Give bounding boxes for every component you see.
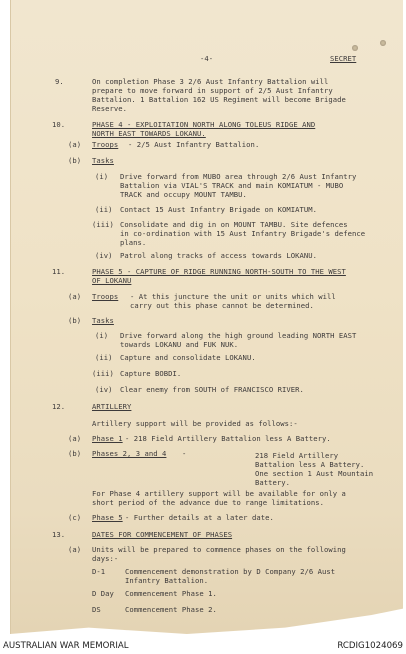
text-line-p11-b: (b) <box>68 316 82 325</box>
text-line-p11-troops-l2: carry out this phase cannot be determined. <box>130 301 314 310</box>
text-line-p10-ii-text: Contact 15 Aust Infantry Brigade on KOMIATUM. <box>120 205 317 214</box>
text-line-p11-ii-text: Capture and consolidate LOKANU. <box>120 353 256 362</box>
text-line-p12-h: ARTILLERY <box>92 402 132 411</box>
text-line-p12-note2: short period of the advance due to range limitations. <box>92 498 324 507</box>
text-line-p11-i-l2: towards LOKANU and FUK NUK. <box>120 340 239 349</box>
text-line-p10-num: 10. <box>52 120 66 129</box>
text-line-p11-i-l1: Drive forward along the high ground leading NORTH EAST <box>120 331 357 340</box>
page-number: -4- <box>200 54 214 63</box>
punch-hole <box>352 45 358 51</box>
classification-stamp: SECRET <box>330 54 357 63</box>
text-line-p13-dday-text: Commencement Phase 1. <box>125 589 217 598</box>
text-line-p10-a: (a) <box>68 140 82 149</box>
text-line-p9-num: 9. <box>55 77 64 86</box>
text-line-p13-a-l1: Units will be prepared to commence phases on the following <box>92 545 346 554</box>
text-line-p12-phase1-text: - 218 Field Artillery Battalion less A Battery. <box>125 434 331 443</box>
text-line-p10-ii: (ii) <box>95 205 113 214</box>
footer-id: RCDIG1024069 <box>337 641 403 651</box>
text-line-p13-a-l2: days:- <box>92 554 119 563</box>
text-line-p10-tasks: Tasks <box>92 156 114 165</box>
text-line-p10-iii: (iii) <box>92 220 114 229</box>
text-line-p10-iii-l1: Consolidate and dig in on MOUNT TAMBU. Site defences <box>120 220 348 229</box>
text-line-p9-l3: Battalion. 1 Battalion 162 US Regiment will become Brigade <box>92 95 346 104</box>
text-line-p13-ds: DS <box>92 605 101 614</box>
text-line-p12-phase5: Phase 5 <box>92 513 123 522</box>
text-line-p10-iv-text: Patrol along tracks of access towards LOKANU. <box>120 251 317 260</box>
text-line-p12-c: (c) <box>68 513 82 522</box>
text-line-p10-iii-l3: plans. <box>120 238 147 247</box>
text-line-p10-troops: Troops <box>92 140 119 149</box>
text-line-p13-d1: D-1 <box>92 567 106 576</box>
text-line-p12-dash: - <box>182 449 187 458</box>
text-line-p12-b-l1: 218 Field Artillery <box>255 451 339 460</box>
text-line-p13-ds-text: Commencement Phase 2. <box>125 605 217 614</box>
text-line-p13-d1-l1: Commencement demonstration by D Company 2/6 Aust <box>125 567 336 576</box>
footer-source: AUSTRALIAN WAR MEMORIAL <box>3 641 129 651</box>
text-line-p10-iv: (iv) <box>95 251 113 260</box>
text-line-p11-h1: PHASE 5 - CAPTURE OF RIDGE RUNNING NORTH-SOUTH TO THE WEST <box>92 267 346 276</box>
text-line-p11-iii-text: Capture BOBDI. <box>120 369 182 378</box>
text-line-p11-iii: (iii) <box>92 369 114 378</box>
text-line-p10-troops-text: - 2/5 Aust Infantry Battalion. <box>128 140 260 149</box>
text-line-p13-a: (a) <box>68 545 82 554</box>
text-line-p11-i: (i) <box>95 331 109 340</box>
text-line-p13-dday: D Day <box>92 589 114 598</box>
text-line-p10-h1: PHASE 4 - EXPLOITATION NORTH ALONG TOLEUS RIDGE AND <box>92 120 316 129</box>
text-line-p12-a: (a) <box>68 434 82 443</box>
text-line-p10-i-l2: Battalion via VIAL'S TRACK and main KOMIATUM - MUBO <box>120 181 344 190</box>
text-line-p13-d1-l2: Infantry Battalion. <box>125 576 209 585</box>
text-line-p11-ii: (ii) <box>95 353 113 362</box>
text-line-p11-iv-text: Clear enemy from SOUTH of FRANCISCO RIVER. <box>120 385 304 394</box>
text-line-p13-h: DATES FOR COMMENCEMENT OF PHASES <box>92 530 233 539</box>
text-line-p11-num: 11. <box>52 267 66 276</box>
text-line-p12-phase1: Phase 1 <box>92 434 123 443</box>
text-line-p11-iv: (iv) <box>95 385 113 394</box>
text-line-p12-b-l4: Battery. <box>255 478 291 487</box>
text-line-p11-troops: Troops <box>92 292 119 301</box>
text-line-p10-i-l1: Drive forward from MUBO area through 2/6 Aust Infantry <box>120 172 357 181</box>
text-line-p12-intro: Artillery support will be provided as follows:- <box>92 419 298 428</box>
text-line-p10-i-l3: TRACK and occupy MOUNT TAMBU. <box>120 190 247 199</box>
punch-hole <box>380 40 386 46</box>
text-line-p10-i: (i) <box>95 172 109 181</box>
text-line-p12-b-l2: Battalion less A Battery. <box>255 460 365 469</box>
text-line-p11-a: (a) <box>68 292 82 301</box>
text-line-p10-b: (b) <box>68 156 82 165</box>
text-line-p9-l4: Reserve. <box>92 104 128 113</box>
text-line-p12-phase5-text: - Further details at a later date. <box>125 513 274 522</box>
text-line-p11-h2: OF LOKANU <box>92 276 132 285</box>
text-line-p13-num: 13. <box>52 530 66 539</box>
text-line-p11-troops-l1: - At this juncture the unit or units which will <box>130 292 336 301</box>
text-line-p12-note1: For Phase 4 artillery support will be available for only a <box>92 489 346 498</box>
text-line-p9-l2: prepare to move forward in support of 2/5 Aust Infantry <box>92 86 333 95</box>
text-line-p11-tasks: Tasks <box>92 316 114 325</box>
text-line-p10-h2: NORTH EAST TOWARDS LOKANU. <box>92 129 206 138</box>
text-line-p12-num: 12. <box>52 402 66 411</box>
text-line-p10-iii-l2: in co-ordination with 15 Aust Infantry Brigade's defence <box>120 229 366 238</box>
text-line-p12-b: (b) <box>68 449 82 458</box>
text-line-p12-b-l3: One section 1 Aust Mountain <box>255 469 374 478</box>
text-line-p9-l1: On completion Phase 3 2/6 Aust Infantry Battalion will <box>92 77 329 86</box>
text-line-p12-phases: Phases 2, 3 and 4 <box>92 449 167 458</box>
